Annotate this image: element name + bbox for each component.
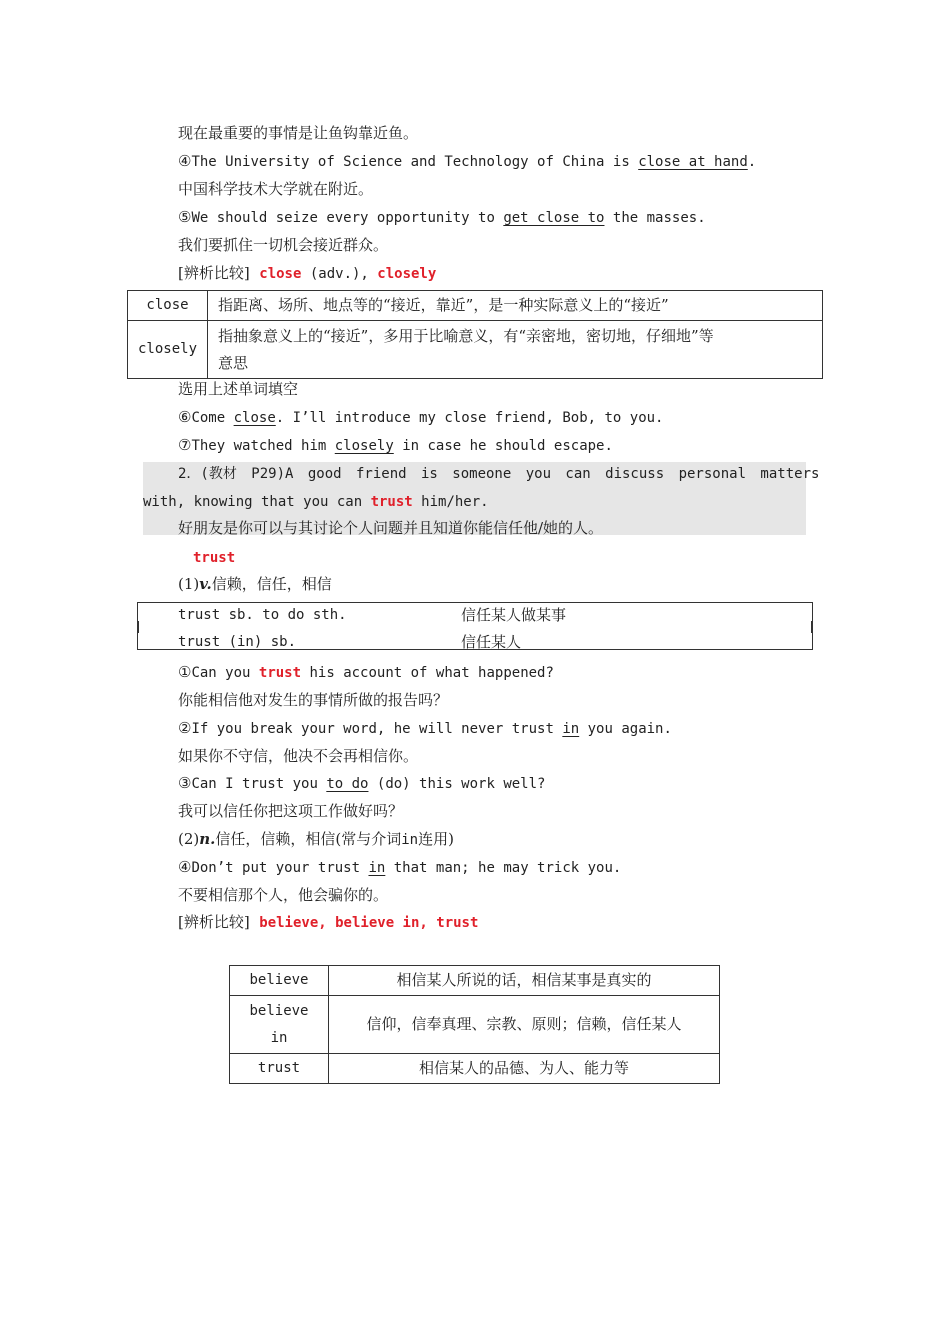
section-2-sentence-line-2: with, knowing that you can trust him/her. — [143, 494, 489, 510]
example-translation-5: 我们要抓住一切机会接近群众。 — [178, 236, 389, 254]
table-cell-desc: 相信某人所说的话，相信某事是真实的 — [329, 966, 720, 996]
example-sentence-5: ⑤We should seize every opportunity to get close to the masses. — [178, 208, 706, 226]
table-cell-word: believe in — [230, 996, 329, 1054]
answer-blank: close — [233, 410, 276, 426]
table-edge-mark — [811, 621, 812, 633]
comparison-heading-believe: [辨析比较] believe, believe in, trust — [178, 913, 479, 931]
usage-meaning: 信任某人做某事 — [461, 606, 567, 624]
trust-example-1: ①Can you trust his account of what happened? — [178, 663, 554, 681]
trust-heading: trust — [193, 550, 236, 566]
comparison-heading-close: [辨析比较] close (adv.), closely — [178, 264, 437, 282]
table-cell-desc: 指抽象意义上的“接近”，多用于比喻意义，有“亲密地，密切地，仔细地”等 意思 — [208, 321, 823, 379]
answer-blank: close at hand — [638, 154, 748, 170]
answer-blank: in — [368, 860, 386, 876]
table-cell-word: closely — [128, 321, 208, 379]
trust-example-4: ④Don’t put your trust in that man; he may trick you. — [178, 858, 622, 876]
answer-blank: to do — [326, 776, 369, 792]
section-2-translation: 好朋友是你可以与其讨论个人问题并且知道你能信任他/她的人。 — [178, 519, 604, 537]
answer-blank: get close to — [503, 210, 605, 226]
usage-pattern: trust (in) sb. — [178, 634, 297, 650]
section-2-sentence-line-1: 2．(教材 P29)A good friend is someone you can discuss personal matters — [178, 466, 820, 482]
table-row — [230, 996, 720, 1054]
table-cell-desc: 相信某人的品德、为人、能力等 — [329, 1054, 720, 1084]
trust-example-2-translation: 如果你不守信，他决不会再相信你。 — [178, 747, 419, 765]
table-row — [128, 321, 823, 379]
table-edge-mark — [138, 621, 139, 633]
table-cell-word: close — [128, 291, 208, 321]
table-cell-word: believe — [230, 966, 329, 996]
fill-instruction: 选用上述单词填空 — [178, 380, 299, 398]
example-translation-3: 现在最重要的事情是让鱼钩靠近鱼。 — [178, 124, 419, 142]
close-closely-table — [127, 290, 823, 379]
exercise-7: ⑦They watched him closely in case he should escape. — [178, 436, 613, 454]
table-row — [230, 966, 720, 996]
usage-meaning: 信任某人 — [461, 633, 522, 651]
example-sentence-4: ④The University of Science and Technology of China is close at hand. — [178, 152, 757, 170]
trust-example-1-translation: 你能相信他对发生的事情所做的报告吗？ — [178, 691, 449, 709]
example-translation-4: 中国科学技术大学就在附近。 — [178, 180, 374, 198]
table-cell-desc: 指距离、场所、地点等的“接近，靠近”，是一种实际意义上的“接近” — [208, 291, 823, 321]
trust-noun-meaning: (2)n.信任，信赖，相信(常与介词in连用) — [178, 830, 454, 848]
table-cell-desc: 信仰，信奉真理、宗教、原则；信赖，信任某人 — [329, 996, 720, 1054]
table-row — [230, 1054, 720, 1084]
answer-blank: closely — [334, 438, 394, 454]
exercise-6: ⑥Come close. I’ll introduce my close friend, Bob, to you. — [178, 408, 664, 426]
trust-verb-meaning: (1)v.信赖，信任，相信 — [178, 575, 332, 593]
usage-pattern: trust sb. to do sth. — [178, 607, 347, 623]
believe-trust-table — [229, 965, 720, 1084]
table-row — [128, 291, 823, 321]
answer-blank: in — [562, 721, 580, 737]
trust-example-3: ③Can I trust you to do (do) this work well? — [178, 774, 546, 792]
trust-example-4-translation: 不要相信那个人，他会骗你的。 — [178, 886, 389, 904]
table-cell-word: trust — [230, 1054, 329, 1084]
trust-example-3-translation: 我可以信任你把这项工作做好吗？ — [178, 802, 404, 820]
trust-usage-table — [137, 602, 813, 650]
trust-example-2: ②If you break your word, he will never trust in you again. — [178, 719, 672, 737]
